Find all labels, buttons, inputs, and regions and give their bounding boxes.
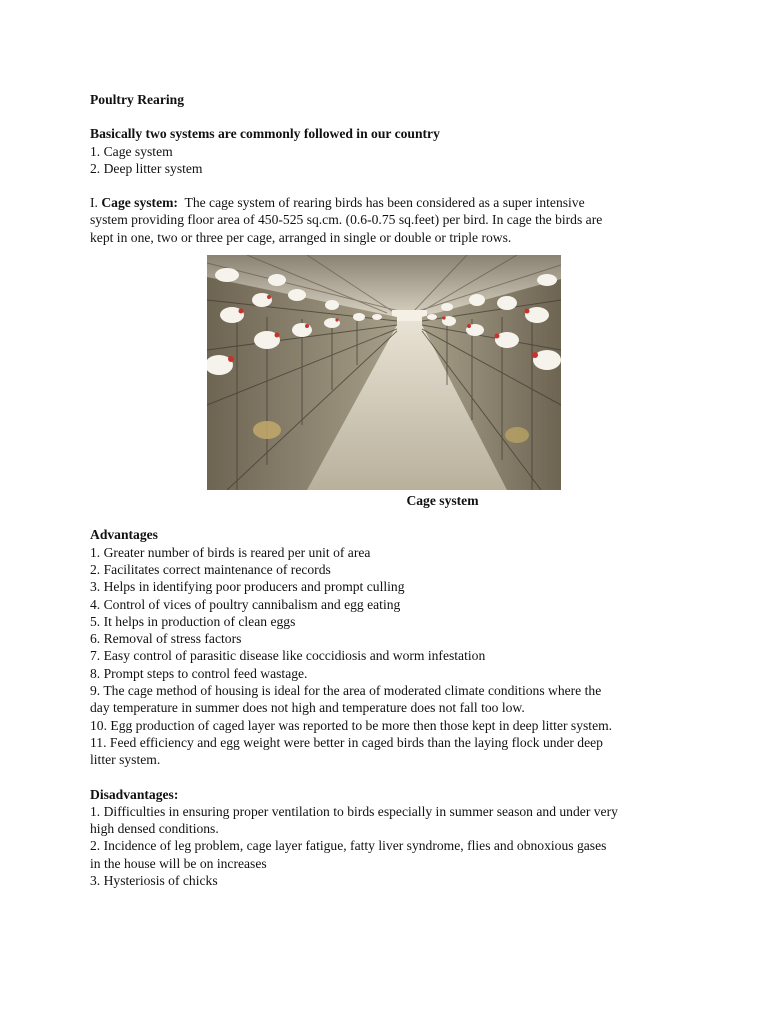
list-item: 8. Prompt steps to control feed wastage. <box>90 665 308 681</box>
list-item: day temperature in summer does not high and temperature does not fall too low. <box>90 700 525 716</box>
list-item: 2. Deep litter system <box>90 160 203 176</box>
list-item: 7. Easy control of parasitic disease like coccidiosis and worm infestation <box>90 648 486 664</box>
advantages-heading: Advantages <box>90 527 158 543</box>
list-item: 11. Feed efficiency and egg weight were better in caged birds than the laying flock under deep <box>90 734 603 750</box>
list-item: litter system. <box>90 752 161 768</box>
list-item: in the house will be on increases <box>90 855 267 871</box>
document-title: Poultry Rearing <box>90 92 185 107</box>
list-item: 10. Egg production of caged layer was reported to be more then those kept in deep litter system. <box>90 717 613 733</box>
list-item: 1. Cage system <box>90 143 173 159</box>
paragraph-line: system providing floor area of 450-525 sq.cm. (0.6-0.75 sq.feet) per bird. In cage the birds are <box>90 212 603 228</box>
list-item: 6. Removal of stress factors <box>90 631 242 647</box>
list-item: 2. Incidence of leg problem, cage layer fatigue, fatty liver syndrome, flies and obnoxious gases <box>90 838 607 854</box>
list-item: high densed conditions. <box>90 821 219 837</box>
list-item: 5. It helps in production of clean eggs <box>90 613 296 629</box>
list-item: 2. Facilitates correct maintenance of records <box>90 561 331 577</box>
list-item: 3. Helps in identifying poor producers and prompt culling <box>90 579 405 595</box>
cage-system-paragraph <box>90 194 690 246</box>
systems-list <box>90 143 690 178</box>
paragraph-line: kept in one, two or three per cage, arranged in single or double or triple rows. <box>90 229 512 245</box>
figure-caption: Cage system <box>406 493 479 509</box>
intro-heading: Basically two systems are commonly followed in our country <box>90 126 440 142</box>
list-item: 3. Hysteriosis of chicks <box>90 873 218 889</box>
paragraph-line: The cage system of rearing birds has been considered as a super intensive <box>177 195 585 211</box>
cage-prefix: I. <box>90 195 102 211</box>
advantages-list <box>90 544 690 769</box>
disadvantages-list <box>90 803 690 889</box>
list-item: 4. Control of vices of poultry cannibalism and egg eating <box>90 596 401 612</box>
cage-system-label: Cage system: <box>101 195 178 211</box>
list-item: 9. The cage method of housing is ideal for the area of moderated climate conditions where the <box>90 683 602 699</box>
cage-system-photo <box>207 255 561 490</box>
cage-system-figure <box>207 255 561 509</box>
disadvantages-heading: Disadvantages: <box>90 786 179 802</box>
document-body <box>90 91 690 889</box>
list-item: 1. Greater number of birds is reared per unit of area <box>90 544 371 560</box>
list-item: 1. Difficulties in ensuring proper ventilation to birds especially in summer season and under very <box>90 803 618 819</box>
